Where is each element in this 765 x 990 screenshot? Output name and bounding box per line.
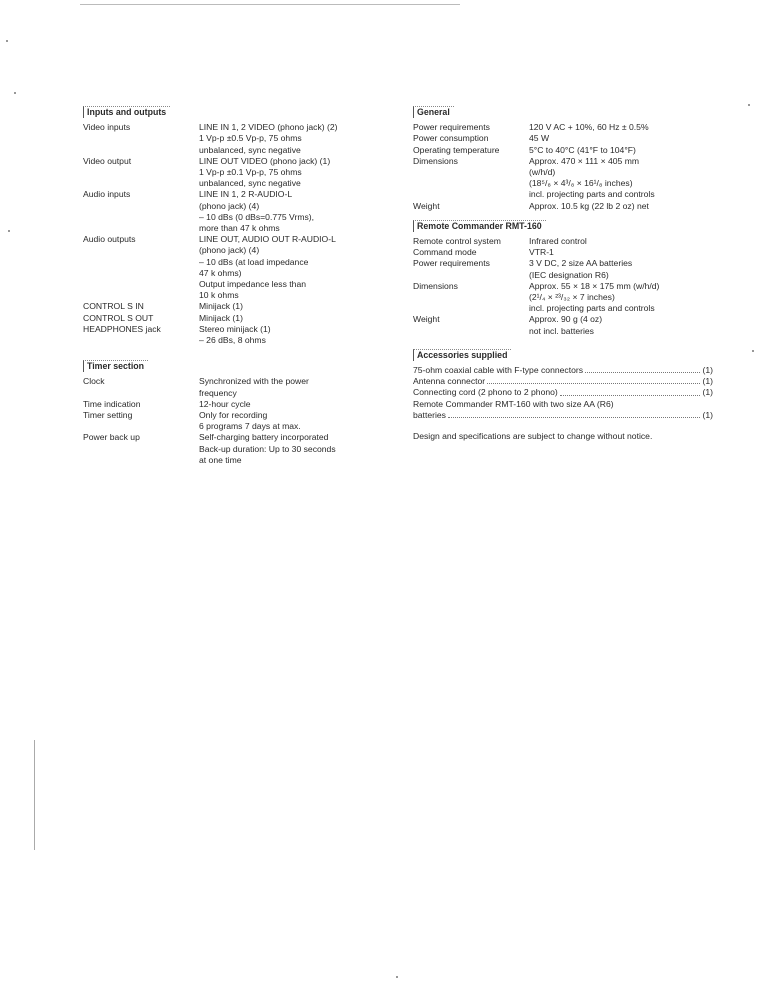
spec-value <box>199 376 373 398</box>
dot-leader <box>448 410 701 418</box>
spec-row <box>83 376 373 398</box>
spec-label: Weight <box>413 200 440 211</box>
spec-value <box>199 313 373 324</box>
spec-value-line: (phono jack) (4) <box>199 200 260 211</box>
accessory-name: 75-ohm coaxial cable with F-type connectors <box>413 365 584 376</box>
spec-value-line: not incl. batteries <box>529 325 594 336</box>
spec-value <box>529 145 713 156</box>
spec-label: HEADPHONES jack <box>83 323 161 334</box>
spec-label: Command mode <box>413 247 477 258</box>
accessory-item <box>413 410 713 421</box>
general-section <box>413 106 713 212</box>
spec-value-line: Back-up duration: Up to 30 seconds <box>199 443 336 454</box>
spec-value-line: Output impedance less than <box>199 279 307 290</box>
spec-value-line: Self-charging battery incorporated <box>199 432 329 443</box>
spec-value <box>199 189 373 234</box>
spec-row <box>413 236 713 247</box>
remote-commander-section <box>413 220 713 337</box>
spec-row <box>83 324 373 346</box>
spec-value-line: LINE IN 1, 2 R-AUDIO-L <box>199 189 293 200</box>
spec-label: Audio inputs <box>83 189 131 200</box>
spec-value <box>529 258 713 280</box>
spec-value-line: 120 V AC + 10%, 60 Hz ± 0.5% <box>529 122 649 133</box>
spec-value-line: Stereo minijack (1) <box>199 323 271 334</box>
timer-heading: Timer section <box>83 360 148 372</box>
spec-value-line: at one time <box>199 454 242 465</box>
spec-value-line: Synchronized with the power <box>199 376 309 387</box>
dot-leader <box>585 365 700 373</box>
spec-value-line: 1 Vp-p ±0.1 Vp-p, 75 ohms <box>199 167 302 178</box>
scan-speck <box>752 350 754 352</box>
accessory-qty: (1) <box>702 365 713 376</box>
spec-row <box>83 122 373 156</box>
spec-change-notice: Design and specifications are subject to change without notice. <box>413 431 653 442</box>
spec-value-line: Minijack (1) <box>199 301 243 312</box>
accessory-item <box>413 365 713 376</box>
spec-label: Power requirements <box>413 258 490 269</box>
spec-value-line: incl. projecting parts and controls <box>529 303 655 314</box>
spec-value-line: (2¹/₄ × ²³/₃₂ × 7 inches) <box>529 292 615 303</box>
spec-value <box>529 133 713 144</box>
spec-value-line: 12-hour cycle <box>199 398 251 409</box>
spec-value <box>199 156 373 190</box>
spec-value-line: unbalanced, sync negative <box>199 144 301 155</box>
spec-label: Audio outputs <box>83 234 136 245</box>
spec-value <box>529 156 713 201</box>
spec-value <box>199 410 373 432</box>
timer-section <box>83 360 373 466</box>
spec-value <box>529 247 713 258</box>
accessory-name: Remote Commander RMT-160 with two size AA (R6) <box>413 398 614 409</box>
spec-value <box>199 324 373 346</box>
spec-row <box>83 313 373 324</box>
spec-value-line: Approx. 10.5 kg (22 lb 2 oz) net <box>529 200 649 211</box>
dot-leader <box>560 387 701 395</box>
spec-row <box>413 281 713 315</box>
spec-row <box>413 133 713 144</box>
spec-value-line: Approx. 55 × 18 × 175 mm (w/h/d) <box>529 280 660 291</box>
spec-value-line: Only for recording <box>199 410 268 421</box>
inputs-outputs-section <box>83 106 373 346</box>
spec-row <box>413 145 713 156</box>
spec-label: Power requirements <box>413 122 490 133</box>
accessory-qty: (1) <box>702 409 713 420</box>
general-heading: General <box>413 106 454 118</box>
spec-value-line: 6 programs 7 days at max. <box>199 421 301 432</box>
spec-value-line: VTR-1 <box>529 247 554 258</box>
spec-value-line: (IEC designation R6) <box>529 269 609 280</box>
spec-value-line: (phono jack) (4) <box>199 245 260 256</box>
spec-value-line: Approx. 470 × 111 × 405 mm <box>529 155 640 166</box>
spec-value <box>529 236 713 247</box>
spec-value <box>199 432 373 466</box>
spec-row <box>413 122 713 133</box>
scan-edge-top <box>80 4 460 5</box>
spec-row <box>83 234 373 301</box>
scan-speck <box>8 230 10 232</box>
spec-label: CONTROL S IN <box>83 301 144 312</box>
spec-row <box>83 432 373 466</box>
spec-label: Dimensions <box>413 280 458 291</box>
accessory-item <box>413 376 713 387</box>
spec-value-line: more than 47 k ohms <box>199 223 280 234</box>
scan-edge-left <box>34 740 35 850</box>
spec-value-line: incl. projecting parts and controls <box>529 189 655 200</box>
spec-value-line: 47 k ohms) <box>199 267 242 278</box>
accessory-item <box>413 387 713 398</box>
spec-row <box>83 410 373 432</box>
spec-value-line: – 26 dBs, 8 ohms <box>199 335 266 346</box>
accessories-heading: Accessories supplied <box>413 349 511 361</box>
accessory-qty: (1) <box>702 376 713 387</box>
spec-value <box>529 314 713 336</box>
spec-value <box>199 301 373 312</box>
scan-speck <box>6 40 8 42</box>
spec-value <box>199 122 373 156</box>
inputs-outputs-heading: Inputs and outputs <box>83 106 170 118</box>
scan-speck <box>748 104 750 106</box>
spec-label: Dimensions <box>413 155 458 166</box>
spec-value <box>199 399 373 410</box>
spec-label: Timer setting <box>83 410 133 421</box>
spec-value-line: (w/h/d) <box>529 167 556 178</box>
spec-value-line: LINE IN 1, 2 VIDEO (phono jack) (2) <box>199 122 338 133</box>
left-column <box>83 106 373 474</box>
spec-value-line: unbalanced, sync negative <box>199 178 301 189</box>
spec-value <box>529 201 713 212</box>
remote-commander-heading: Remote Commander RMT-160 <box>413 220 546 232</box>
spec-label: Video inputs <box>83 122 131 133</box>
spec-value-line: frequency <box>199 387 237 398</box>
accessory-name: Connecting cord (2 phono to 2 phono) <box>413 387 558 398</box>
spec-label: CONTROL S OUT <box>83 312 154 323</box>
spec-value-line: 5°C to 40°C (41°F to 104°F) <box>529 144 636 155</box>
spec-row <box>413 156 713 201</box>
spec-label: Remote control system <box>413 236 501 247</box>
accessory-name: batteries <box>413 409 446 420</box>
accessories-section <box>413 349 713 442</box>
spec-value-line: (18⁵/₈ × 4³/₈ × 16¹/₈ inches) <box>529 178 633 189</box>
spec-row <box>413 258 713 280</box>
spec-value-line: LINE OUT, AUDIO OUT R-AUDIO-L <box>199 234 336 245</box>
scan-speck <box>14 92 16 94</box>
spec-row <box>83 156 373 190</box>
spec-value-line: 10 k ohms <box>199 290 239 301</box>
spec-row <box>83 189 373 234</box>
spec-label: Operating temperature <box>413 144 500 155</box>
spec-label: Time indication <box>83 398 141 409</box>
spec-value-line: – 10 dBs (at load impedance <box>199 256 309 267</box>
spec-label: Clock <box>83 376 105 387</box>
spec-row <box>83 301 373 312</box>
spec-value-line: – 10 dBs (0 dBs=0.775 Vrms), <box>199 211 315 222</box>
spec-row <box>413 314 713 336</box>
dot-leader <box>487 376 700 384</box>
spec-label: Power back up <box>83 432 140 443</box>
accessory-qty: (1) <box>702 387 713 398</box>
accessory-item <box>413 399 713 410</box>
spec-row <box>83 399 373 410</box>
spec-value-line: Infrared control <box>529 236 587 247</box>
spec-value <box>529 281 713 315</box>
spec-row <box>413 247 713 258</box>
spec-label: Video output <box>83 155 132 166</box>
spec-label: Power consumption <box>413 133 489 144</box>
spec-value-line: Approx. 90 g (4 oz) <box>529 314 603 325</box>
spec-value-line: 1 Vp-p ±0.5 Vp-p, 75 ohms <box>199 133 302 144</box>
scan-speck <box>396 976 398 978</box>
spec-value <box>199 234 373 301</box>
spec-value-line: Minijack (1) <box>199 312 243 323</box>
accessory-name: Antenna connector <box>413 376 486 387</box>
spec-label: Weight <box>413 314 440 325</box>
spec-value-line: 3 V DC, 2 size AA batteries <box>529 258 633 269</box>
spec-value <box>529 122 713 133</box>
right-column <box>413 106 713 450</box>
spec-value-line: LINE OUT VIDEO (phono jack) (1) <box>199 155 331 166</box>
spec-row <box>413 201 713 212</box>
spec-value-line: 45 W <box>529 133 550 144</box>
